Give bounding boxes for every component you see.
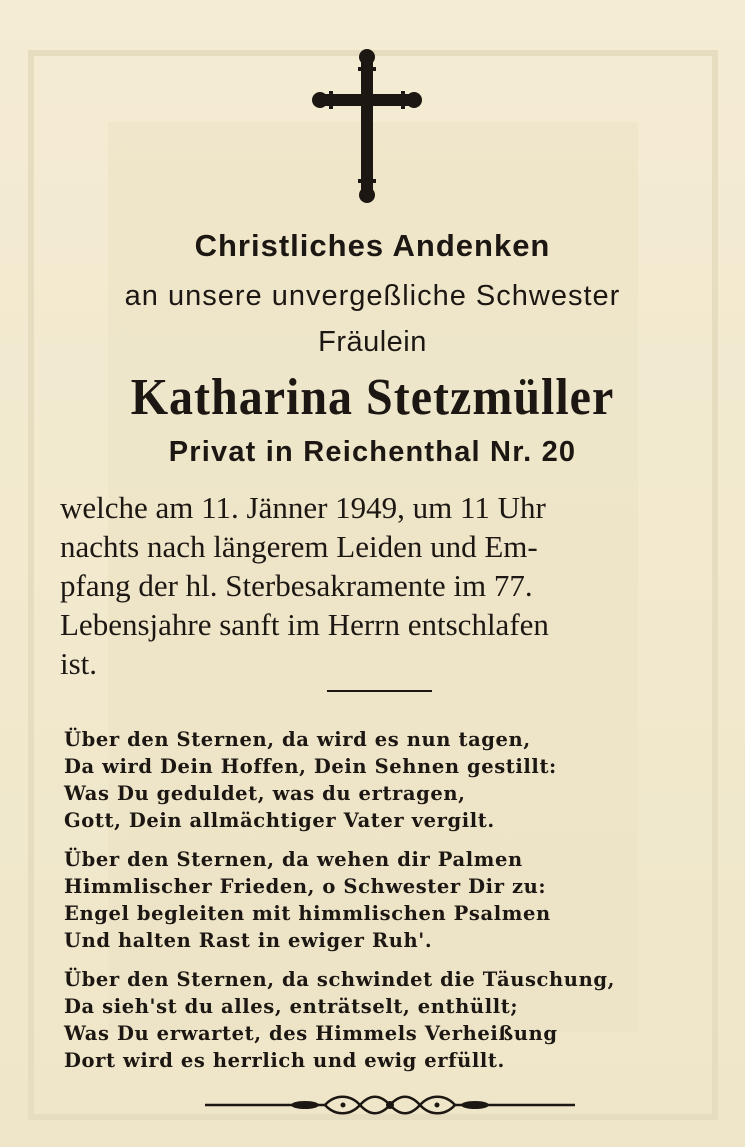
- divider-rule: [327, 690, 432, 692]
- poem-line: Da sieh'st du alles, enträtselt, enthüllt;: [64, 995, 519, 1018]
- poem-line: Gott, Dein allmächtiger Vater vergilt.: [64, 809, 495, 832]
- poem-line: Über den Sternen, da schwindet die Täuschung,: [64, 968, 615, 991]
- card-heading: Christliches Andenken: [194, 228, 551, 263]
- poem-stanza: [64, 966, 664, 1074]
- poem-stanza: [64, 726, 664, 834]
- notice-line: Lebensjahre sanft im Herrn entschlafen: [60, 607, 549, 642]
- poem-line: Und halten Rast in ewiger Ruh'.: [64, 929, 433, 952]
- poem: [64, 726, 664, 1086]
- poem-line: Da wird Dein Hoffen, Dein Sehnen gestillt:: [64, 755, 557, 778]
- title-line: Fräulein: [318, 326, 427, 358]
- address-line: Privat in Reichenthal Nr. 20: [168, 436, 577, 468]
- poem-line: Was Du geduldet, was du ertragen,: [64, 782, 466, 805]
- notice-line: welche am 11. Jänner 1949, um 11 Uhr: [60, 490, 546, 525]
- poem-line: Himmlischer Frieden, o Schwester Dir zu:: [64, 875, 547, 898]
- notice-line: pfang der hl. Sterbesakramente im 77.: [60, 568, 533, 603]
- poem-stanza: [64, 846, 664, 954]
- deceased-name: Katharina Stetzmüller: [130, 368, 615, 427]
- poem-line: Engel begleiten mit himmlischen Psalmen: [64, 902, 551, 925]
- poem-line: Über den Sternen, da wird es nun tagen,: [64, 728, 531, 751]
- poem-line: Dort wird es herrlich und ewig erfüllt.: [64, 1049, 505, 1072]
- notice-line: nachts nach längerem Leiden und Em-: [60, 529, 538, 564]
- ornament-divider-icon: [205, 1090, 575, 1120]
- dedication-line: an unsere unvergeßliche Schwester: [124, 280, 621, 312]
- poem-line: Was Du erwartet, des Himmels Verheißung: [64, 1022, 558, 1045]
- death-notice-text: [60, 488, 710, 683]
- notice-line: ist.: [60, 646, 98, 681]
- cross-icon: [312, 48, 422, 204]
- poem-line: Über den Sternen, da wehen dir Palmen: [64, 848, 523, 871]
